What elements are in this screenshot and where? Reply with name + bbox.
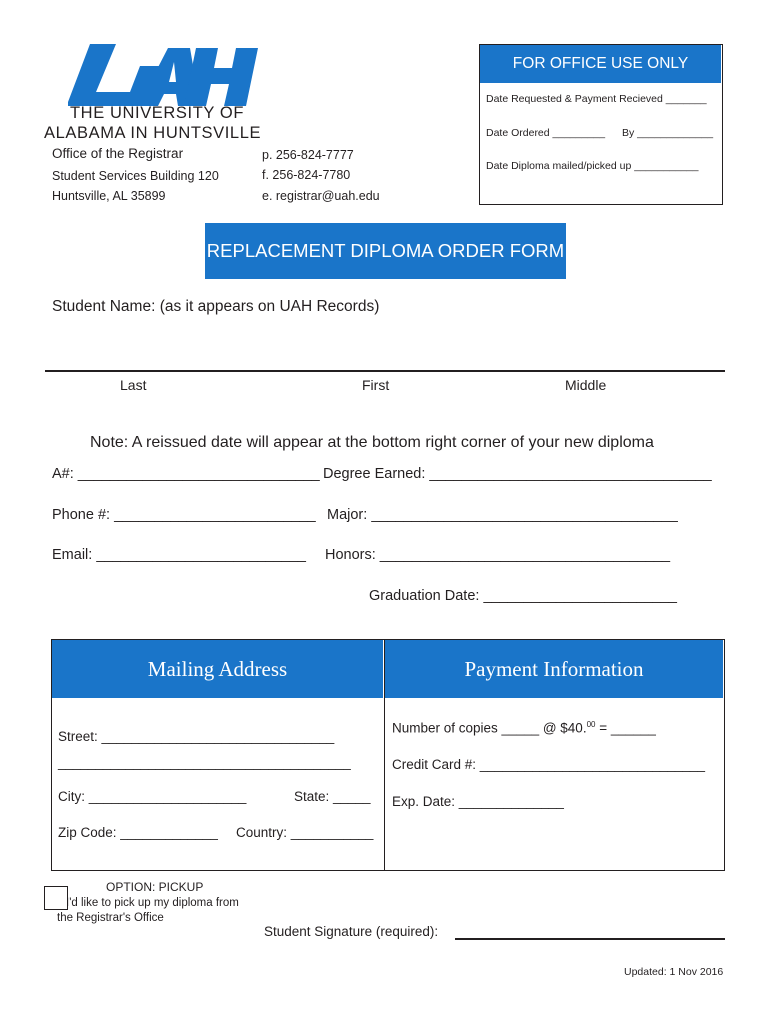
degree-earned-field[interactable]: Degree Earned: ___________________________________	[323, 466, 712, 482]
phone-number: p. 256-824-7777	[262, 148, 354, 162]
office-use-box	[479, 44, 723, 205]
pickup-checkbox[interactable]	[44, 886, 68, 910]
mailing-address-title: Mailing Address	[52, 640, 383, 698]
form-title: REPLACEMENT DIPLOMA ORDER FORM	[205, 223, 566, 279]
date-requested-field[interactable]: Date Requested & Payment Recieved _______	[486, 93, 707, 105]
first-name-label: First	[362, 377, 390, 393]
date-mailed-field[interactable]: Date Diploma mailed/picked up ___________	[486, 160, 699, 172]
logo-letter-h	[184, 48, 258, 106]
pickup-option-title: OPTION: PICKUP	[106, 880, 204, 894]
credit-card-field[interactable]: Credit Card #: ______________________________	[392, 757, 706, 772]
university-name-line2: ALABAMA IN HUNTSVILLE	[44, 124, 262, 142]
date-ordered-field[interactable]: Date Ordered _________	[486, 127, 606, 139]
student-name-line[interactable]	[45, 370, 725, 372]
street-field[interactable]: Street: _______________________________	[58, 729, 335, 744]
building: Student Services Building 120	[52, 169, 219, 183]
pickup-option-text-2: the Registrar's Office	[57, 912, 164, 924]
city-address: Huntsville, AL 35899	[52, 189, 166, 203]
mailing-address-panel	[51, 639, 385, 871]
zip-code-field[interactable]: Zip Code: _____________	[58, 825, 218, 840]
university-name-line1: THE UNIVERSITY OF	[70, 104, 244, 122]
country-field[interactable]: Country: ___________	[236, 825, 374, 840]
uah-logo	[68, 44, 268, 106]
number-of-copies-field[interactable]: Number of copies _____ @ $40.00 = ______	[392, 720, 656, 736]
phone-field[interactable]: Phone #: _________________________	[52, 507, 316, 523]
middle-name-label: Middle	[565, 377, 607, 393]
honors-field[interactable]: Honors: ____________________________________	[325, 547, 671, 563]
office-use-title: FOR OFFICE USE ONLY	[480, 45, 721, 83]
pickup-option-text-1: I'd like to pick up my diploma from	[66, 897, 239, 909]
street-line-2-field[interactable]: _______________________________________	[58, 755, 351, 770]
reissue-note: Note: A reissued date will appear at the bottom right corner of your new diploma	[90, 434, 654, 451]
payment-information-panel	[384, 639, 725, 871]
signature-line[interactable]	[455, 938, 725, 940]
last-name-label: Last	[120, 377, 147, 393]
payment-information-title: Payment Information	[385, 640, 723, 698]
state-field[interactable]: State: _____	[294, 789, 371, 804]
exp-date-field[interactable]: Exp. Date: ______________	[392, 794, 564, 809]
a-number-field[interactable]: A#: ______________________________	[52, 466, 320, 482]
updated-date: Updated: 1 Nov 2016	[624, 966, 724, 978]
fax-number: f. 256-824-7780	[262, 168, 351, 182]
major-field[interactable]: Major: ______________________________________	[327, 507, 678, 523]
city-field[interactable]: City: _____________________	[58, 789, 247, 804]
student-name-label: Student Name: (as it appears on UAH Records)	[52, 298, 380, 315]
signature-label: Student Signature (required):	[264, 924, 439, 939]
office-name: Office of the Registrar	[52, 146, 184, 161]
graduation-date-field[interactable]: Graduation Date: ________________________	[369, 588, 677, 604]
ordered-by-field[interactable]: By _____________	[622, 127, 714, 139]
email-field[interactable]: Email: __________________________	[52, 547, 306, 563]
email-address: e. registrar@uah.edu	[262, 189, 380, 203]
